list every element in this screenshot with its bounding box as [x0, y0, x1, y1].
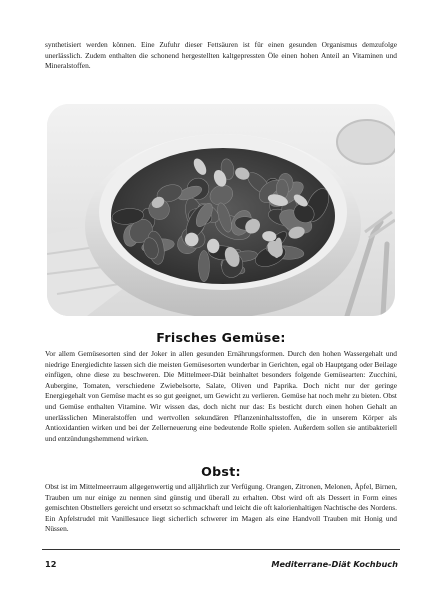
- salad-bowl-image: [47, 104, 395, 316]
- section-heading-fruit: Obst:: [201, 464, 241, 479]
- section-heading-vegetables: Frisches Gemüse:: [156, 330, 286, 345]
- page-number: 12: [45, 559, 57, 569]
- book-title: Mediterrane-Diät Kochbuch: [271, 559, 398, 569]
- intro-paragraph: synthetisiert werden können. Eine Zufuhr dieser Fettsäuren ist für einen gesunden Organismus demzufolge unerlässlich. Zudem enthalten die schonend hergestellten kaltgepressten Öle einen hohen Anteil an Vitaminen und Mineralstoffen.: [45, 40, 397, 71]
- section-paragraph-vegetables: Vor allem Gemüsesorten sind der Joker in allen gesunden Ernährungsformen. Durch den hohen Wassergehalt und niedrige Energiedichte lassen sich die meisten Gemüsesorten wunderbar in Gerichten, egal ob Hauptgang oder Beilage einfügen, ohne diese zu beschweren. Die Mittelmeer-Diät beinhaltet besonders folgende Gemüsearten: Zucchini, Aubergine, Tomaten, verschiedene Zwiebelsorte, Salate, Oliven und Paprika. Doch nicht nur der geringe Energiegehalt von Gemüse macht es so gut geeignet, um Gewicht zu verlieren. Gemüse hat noch mehr zu bieten. Obst und Gemüse enthalten Vitamine. Wir wissen das, doch nicht nur das: Es besticht durch einen hohen Gehalt an unerlässlichen Mineralstoffen und wertvollen sekundären Pflanzeninhaltsstoffen, die in unserem Körper als Antioxidantien wirken und bei der Zellerneuerung eine bedeutende Rolle spielen. Außerdem sollen sie antibakteriell und entzündungshemmend wirken.: [45, 349, 397, 443]
- section-paragraph-fruit: Obst ist im Mittelmeerraum allgegenwertig und alljährlich zur Verfügung. Orangen, Zitronen, Melonen, Äpfel, Birnen, Trauben um nur einige zu nennen sind günstig und überall zu erhalten. Obst wird oft als Dessert in Form eines gemischten Obsttellers gereicht und ersetzt so schmackhaft und leicht die oft kalorienhaltigen Nachtische des Nordens. Ein Apfelstrudel mit Vanillesauce liegt sicherlich schwerer im Magen als eine Handvoll Trauben mit Honig und Nüssen.: [45, 482, 397, 534]
- footer-divider: [42, 549, 400, 550]
- salad-bowl-photo: [47, 104, 395, 316]
- spinach-leaf: [199, 251, 210, 282]
